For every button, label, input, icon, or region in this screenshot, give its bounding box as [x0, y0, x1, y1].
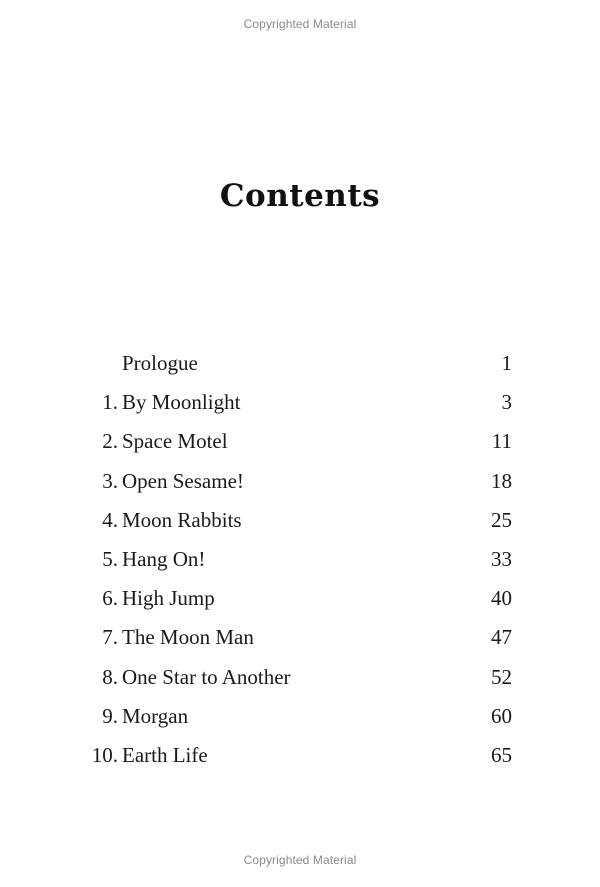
- toc-entry-number: 10.: [91, 742, 118, 767]
- toc-entry-number: 9.: [102, 703, 118, 728]
- toc-entry-page: 3: [501, 390, 512, 415]
- toc-entry-title: Morgan: [122, 703, 189, 728]
- toc-entry-number: 3.: [102, 468, 118, 493]
- toc-entry-number: 4.: [102, 507, 118, 532]
- toc-entry-chapter-3: [0, 462, 600, 501]
- toc-entry-page: 25: [491, 507, 512, 532]
- toc-entry-number: 5.: [102, 546, 118, 571]
- toc-entry-chapter-6: [0, 579, 600, 618]
- toc-entry-number: 6.: [102, 586, 118, 611]
- page-title: Contents: [219, 178, 381, 214]
- toc-entry-page: 33: [491, 546, 512, 571]
- toc-entry-page: 47: [491, 625, 512, 650]
- toc-entry-title: The Moon Man: [122, 625, 254, 650]
- toc-entry-prologue: [0, 344, 600, 383]
- toc-entry-chapter-4: [0, 501, 600, 540]
- toc-entry-chapter-7: [0, 618, 600, 657]
- toc-entry-page: 18: [491, 468, 512, 493]
- table-of-contents: [0, 344, 600, 775]
- toc-entry-chapter-10: [0, 736, 600, 775]
- toc-entry-chapter-2: [0, 422, 600, 461]
- copyright-watermark-bottom: Copyrighted Material: [243, 853, 357, 867]
- toc-entry-title: Moon Rabbits: [122, 507, 242, 532]
- toc-entry-title: Space Motel: [122, 429, 228, 454]
- toc-entry-number: 2.: [102, 429, 118, 454]
- toc-entry-title: By Moonlight: [122, 390, 241, 415]
- toc-entry-title: Prologue: [122, 351, 198, 375]
- toc-entry-page: 52: [491, 664, 512, 689]
- toc-entry-title: High Jump: [122, 586, 215, 611]
- toc-entry-page: 1: [501, 351, 512, 375]
- toc-entry-page: 40: [491, 586, 512, 611]
- toc-entry-chapter-1: [0, 383, 600, 422]
- toc-entry-number: 8.: [102, 664, 118, 689]
- toc-entry-title: Hang On!: [122, 546, 206, 571]
- copyright-watermark-top: Copyrighted Material: [243, 17, 357, 31]
- toc-entry-page: 11: [491, 429, 512, 454]
- toc-entry-number: 7.: [102, 625, 118, 650]
- toc-entry-page: 65: [491, 742, 512, 767]
- toc-entry-title: Open Sesame!: [122, 468, 244, 493]
- toc-entry-title: Earth Life: [122, 742, 208, 767]
- toc-entry-chapter-9: [0, 697, 600, 736]
- toc-entry-page: 60: [491, 703, 512, 728]
- toc-entry-chapter-8: [0, 658, 600, 697]
- toc-entry-title: One Star to Another: [122, 664, 291, 689]
- toc-entry-chapter-5: [0, 540, 600, 579]
- toc-entry-number: 1.: [102, 390, 118, 415]
